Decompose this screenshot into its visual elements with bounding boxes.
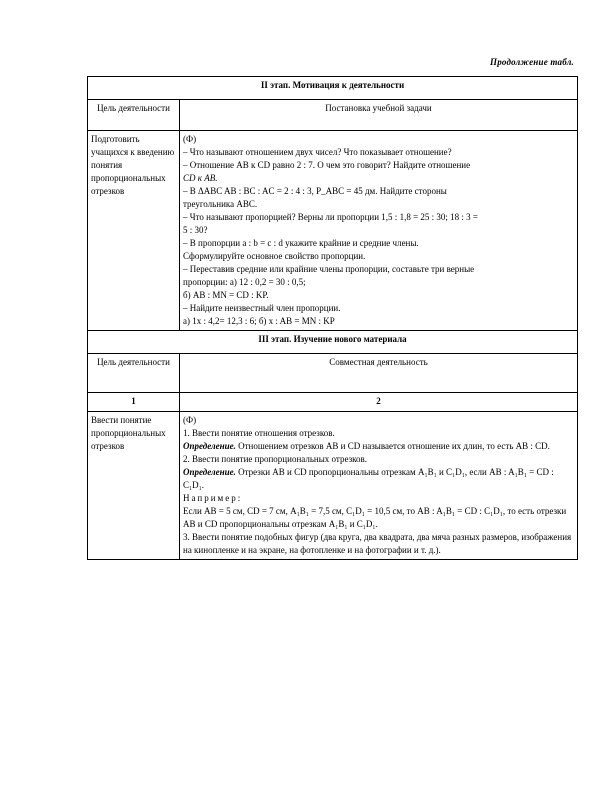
task-line: а) 1x : 4,2= 12,3 : 6; б) x : AB = MN : KP	[183, 316, 335, 326]
stage2-title-row	[88, 77, 578, 100]
definition-text: Отношением отрезков AB и CD называется отношение их длин, то есть AB : CD.	[235, 441, 550, 451]
task-line: – Что называют отношением двух чисел? Что показывает отношение?	[183, 147, 452, 157]
stage3-content-row	[88, 412, 578, 560]
task-line: б) AB : MN = CD : KP.	[183, 290, 269, 300]
content-line: 1. Ввести понятие отношения отрезков.	[183, 428, 335, 438]
content-line: 2. Ввести понятие пропорциональных отрезков.	[183, 454, 368, 464]
stage3-col2-header: Совместная деятельность	[180, 354, 578, 393]
stage2-content-row	[88, 131, 578, 331]
stage2-col2-header: Постановка учебной задачи	[180, 100, 578, 131]
task-line: – В ΔABC AB : BC : AC = 2 : 4 : 3, P_ABC = 45 дм. Найдите стороны	[183, 186, 447, 196]
definition-label: Определение.	[183, 467, 236, 477]
column-number-2: 2	[180, 393, 578, 412]
content-line: 3. Ввести понятие подобных фигур (два круга, два квадрата, два мяча разных размеров, изображения на кинопленке и на экране, на фотопленке и на фотографии и т. д.).	[183, 532, 572, 555]
stage3-header-row	[88, 354, 578, 393]
task-line: – Найдите неизвестный член пропорции.	[183, 303, 341, 313]
task-line: 5 : 30?	[183, 225, 208, 235]
definition-label: Определение.	[183, 441, 236, 451]
task-line: (Ф)	[183, 134, 197, 144]
task-line: пропорции: а) 12 : 0,2 = 30 : 0,5;	[183, 277, 306, 287]
task-line: треугольника ABC.	[183, 199, 258, 209]
stage3-title-row	[88, 331, 578, 354]
example-label: Например:	[183, 493, 243, 503]
task-line: – Переставив средние или крайние члены пропорции, составьте три верные	[183, 264, 475, 274]
task-line: – Отношение AB к CD равно 2 : 7. О чем это говорит? Найдите отношение	[183, 160, 471, 170]
task-line: Сформулируйте основное свойство пропорции.	[183, 251, 366, 261]
stage2-goal: Подготовить учащихся к введению понятия пропорциональных отрезков	[88, 131, 180, 331]
stage2-col1-header: Цель деятельности	[88, 100, 180, 131]
stage3-number-row	[88, 393, 578, 412]
task-line: – Что называют пропорцией? Верны ли пропорции 1,5 : 1,8 = 25 : 30; 18 : 3 =	[183, 212, 478, 222]
example-text: Если AB = 5 см, CD = 7 см, A₁B₁ = 7,5 см, C₁D₁ = 10,5 см, то AB : A₁B₁ = CD : C₁D₁, то есть отрезки AB и CD пропорциональны отрезкам A₁B₁ и C₁D₁.	[183, 506, 567, 529]
lesson-table	[87, 76, 578, 560]
definition-text: Отрезки AB и CD пропорциональны отрезкам A₁B₁ и C₁D₁, если AB : A₁B₁ = CD : C₁D₁.	[183, 467, 554, 490]
task-line: CD к AB.	[183, 173, 218, 183]
column-number-1: 1	[88, 393, 180, 412]
task-line: – В пропорции a : b = c : d укажите крайние и средние члены.	[183, 238, 419, 248]
stage3-content-cell	[180, 412, 578, 560]
content-line: (Ф)	[183, 415, 197, 425]
stage2-header-row	[88, 100, 578, 131]
stage3-goal: Ввести понятие пропорциональных отрезков	[88, 412, 180, 560]
stage3-title: III этап. Изучение нового материала	[88, 331, 578, 354]
definition-1	[183, 440, 574, 453]
stage3-col1-header: Цель деятельности	[88, 354, 180, 393]
stage2-task-cell	[180, 131, 578, 331]
definition-2	[183, 466, 574, 492]
continuation-label: Продолжение табл.	[490, 57, 574, 67]
stage2-title: II этап. Мотивация к деятельности	[88, 77, 578, 100]
